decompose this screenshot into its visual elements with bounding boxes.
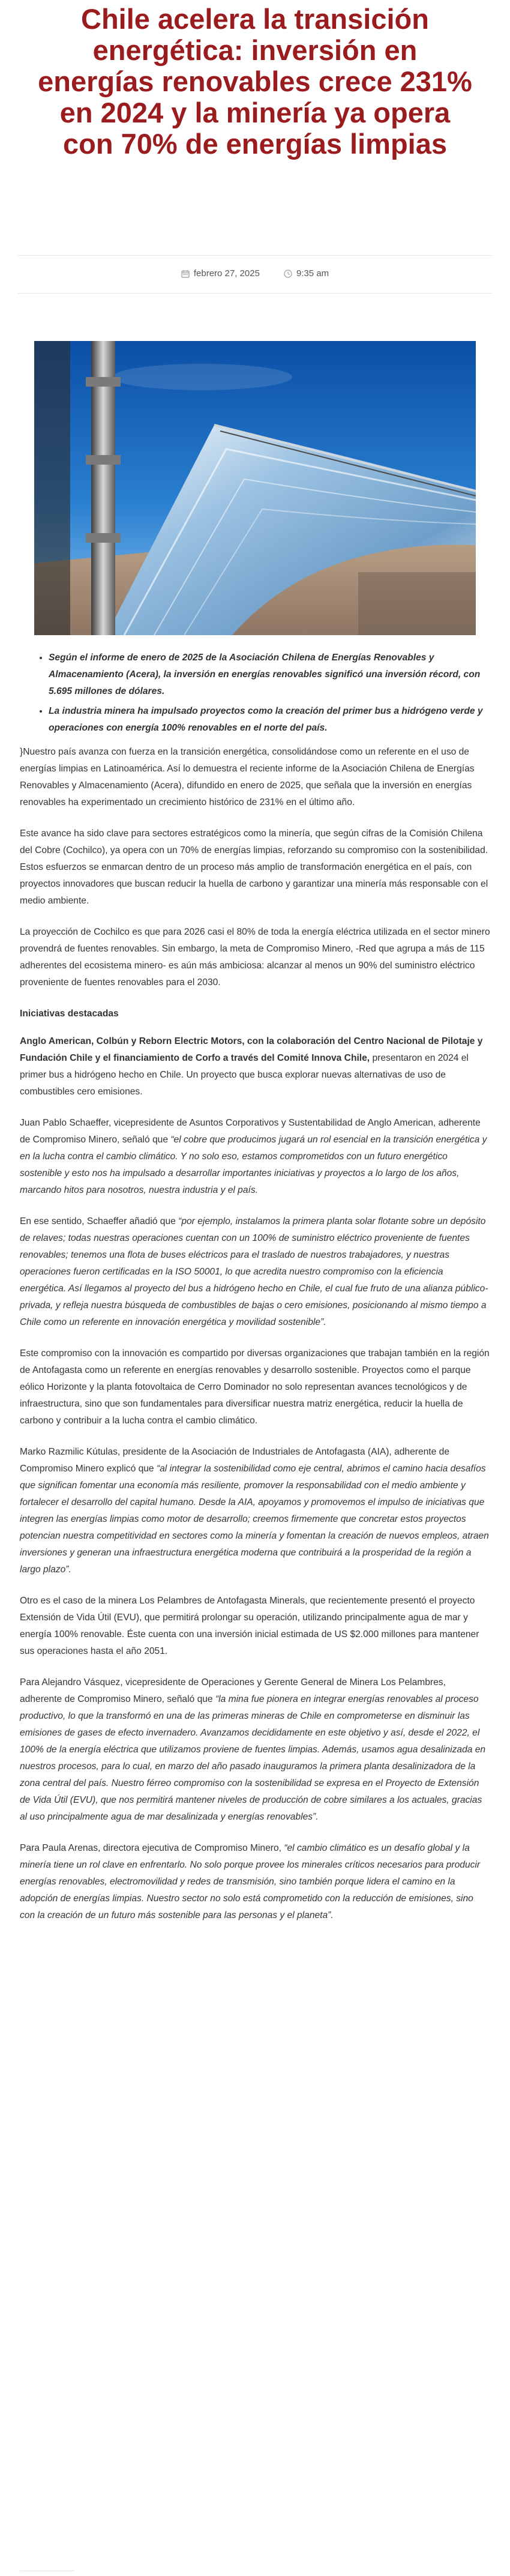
summary-bullet: • Según el informe de enero de 2025 de la Asociación Chilena de Energías Renovables y Almacenamiento (Acera), la inversión en energías renovables significó una inversión récord, con 5.695 millones de dólares. [49,650,490,700]
paragraph-hydrogen-bus [20,1033,490,1100]
paragraph-projection: La proyección de Cochilco es que para 2026 casi el 80% de toda la energía eléctrica utilizada en el sector minero provendrá de fuentes renovables. Sin embargo, la meta de Compromiso Minero, -Red que agrupa a más de 115 adherentes del ecosistema minero- es aún más ambiciosa: alcanzar al menos un 90% del suministro eléctrico proveniente de fuentes renovables para el 2030. [20,927,490,988]
quote-text: “el cambio climático es un desafío global y la minería tiene un rol clave en enfrentarlo. No solo porque provee los minerales críticos necesarios para producir energías renovables, electromovilidad y redes de transmisión, sino también porque lidera el camino en la adopción de energías limpias. Nuestro sector no solo está comprometido con la reducción de emisiones, sino con la creación de un futuro más sostenible para las personas y el planeta”. [20,1843,481,1920]
quote-text: “por ejemplo, instalamos la primera planta solar flotante sobre un depósito de relaves; todas nuestras operaciones cuentan con un 100% de suministro eléctrico proveniente de fuentes renovables; tenemos una flota de buses eléctricos para el traslado de nuestros trabajadores, y nuestras operaciones fueron certificadas en la ISO 50001, lo que acredita nuestro compromiso con la eficiencia energética. Así llegamos al proyecto del bus a hidrógeno hecho en Chile, el cual fue fruto de una alianza público-privada, y refleja nuestra búsqueda de combustibles de bajas o cero emisiones, posicionando al mismo tiempo a Chile como un referente en innovación energética y movilidad sostenible”. [20,1216,488,1327]
text-segment: Juan Pablo Schaeffer, vicepresidente de Asuntos Corporativos y Sustentabilidad de Anglo American, adherente de Compromiso Minero, señaló que [20,1118,481,1145]
paragraph-pelambres: Otro es el caso de la minera Los Pelambres de Antofagasta Minerals, que recientemente presentó el proyecto Extensión de Vida Útil (EVU), que permitirá prolongar su operación, utilizando principalmente agua de mar y energía 100% renovable. Éste cuenta con una inversión inicial estimada de US $2.000 millones para mantener sus operaciones hasta el año 2051. [20,1596,479,1656]
paragraph-schaeffer-quote-2 [20,1213,490,1331]
paragraph-antofagasta: Este compromiso con la innovación es compartido por diversas organizaciones que trabajan también en la región de Antofagasta como un referente en energías renovables y desarrollo sostenible. Proyectos como el parque eólico Horizonte y la planta fotovoltaica de Cerro Dominador no solo representan avances tecnológicos y de infraestructura, sino que son fundamentales para diversificar nuestra matriz energética, reducir la huella de carbono y contribuir a la lucha contra el cambio climático. [20,1348,490,1426]
quote-text: “al integrar la sostenibilidad como eje central, abrimos el camino hacia desafíos que significan fomentar una economía más resiliente, promover la responsabilidad con el medio ambiente y fortalecer el desarrollo del capital humano. Desde la AIA, apoyamos y promovemos el impulso de iniciativas que integren las energías limpias como motor de desarrollo; creemos firmemente que concretar estos proyectos potencian nuestra competitividad en sectores como la minería y fomentan la creación de nuevos empleos, atraen inversiones y generan una infraestructura energética moderna que contribuirá a la prosperidad de la región a largo plazo”. [20,1464,489,1575]
text-segment: Marko Razmilic Kútulas, presidente de la Asociación de Industriales de Antofagasta (AIA), adherente de Compromiso Minero explicó que [20,1447,449,1474]
article-body [20,650,490,1938]
paragraph-razmilic-quote [20,1444,490,1578]
time-text: 9:35 am [296,268,329,279]
calendar-icon [181,270,190,278]
text-segment: Para Paula Arenas, directora ejecutiva de Compromiso Minero, [20,1843,284,1853]
quote-text: “el cobre que producimos jugará un rol esencial en la transición energética y en la lucha contra el cambio climático. Y no solo eso, estamos comprometidos con un futuro energético sostenible y esto nos ha impulsado a desarrollar importantes iniciativas y proyectos a lo largo de los años, marcando hitos para nosotros, nuestra industria y el país. [20,1135,487,1195]
text-segment: En ese sentido, Schaeffer añadió que [20,1216,179,1226]
meta-bottom-divider [18,293,492,294]
hero-image-solar-plant [34,341,476,635]
paragraph-intro: }Nuestro país avanza con fuerza en la transición energética, consolidándose como un referente en el uso de energías limpias en Latinoamérica. Así lo demuestra el reciente informe de la Asociación Chilena de Energías Renovables y Almacenamiento (Acera), difundido en enero de 2025, que señala que la inversión en energías renovables ha experimentado un crecimiento histórico de 231% en el último año. [20,747,475,807]
article-time [284,268,329,280]
meta-top-divider [18,255,492,256]
text-segment: presentaron en 2024 el primer bus a hidrógeno hecho en Chile. Un proyecto que busca explorar nuevas alternativas de uso de combustibles cero emisiones. [20,1053,469,1097]
summary-bullets [20,650,490,737]
clock-icon [284,270,292,278]
quote-text: “la mina fue pionera en integrar energías renovables al proceso productivo, lo que la transformó en una de las primeras mineras de Chile en comprometerse en disminuir las emisiones de gases de efecto invernadero. Avanzamos decididamente en este objetivo y así, desde el 2022, el 100% de la energía eléctrica que utilizamos proviene de fuentes limpias. Además, usamos agua desalinizada en nuestros procesos, para lo cual, en marzo del año pasado inauguramos la primera planta desalinizadora de la zona central del país. Nuestro férreo compromiso con la sostenibilidad se expresa en el Proyecto de Extensión de Vida Útil (EVU), que nos permitirá mantener niveles de producción de cobre similares a los actuales, gracias al uso principalmente agua de mar desalinizada y energías renovables”. [20,1694,486,1822]
article-date [181,268,260,280]
solar-plant-photo [34,341,476,635]
article-meta [0,268,510,280]
text-segment: Para Alejandro Vásquez, vicepresidente de Operaciones y Gerente General de Minera Los Pelambres, adherente de Compromiso Minero, señaló que [20,1677,446,1704]
paragraph-arenas-quote [20,1840,490,1924]
paragraph-vasquez-quote [20,1674,490,1826]
subheading-iniciativas: Iniciativas destacadas [20,1009,119,1019]
bold-lead: Anglo American, Colbún y Reborn Electric Motors, con la colaboración del Centro Nacional de Pilotaje y Fundación Chile y el financiamiento de Corfo a través del Comité Innova Chile, [20,1036,483,1063]
paragraph-mining: Este avance ha sido clave para sectores estratégicos como la minería, que según cifras de la Comisión Chilena del Cobre (Cochilco), ya opera con un 70% de energías limpias, reforzando su compromiso con la sostenibilidad. Estos esfuerzos se enmarcan dentro de un proceso más amplio de transformación energética en el país, con proyectos innovadores que buscan reducir la huella de carbono y garantizar una minería más responsable con el medio ambiente. [20,828,488,906]
paragraph-schaeffer-quote [20,1115,490,1199]
article-title: Chile acelera la transición energética: inversión en energías renovables crece 231% en 2024 y la minería ya opera con 70% de energías limpias [38,3,472,160]
summary-bullet: • La industria minera ha impulsado proyectos como la creación del primer bus a hidrógeno verde y operaciones con energía 100% renovables en el norte del país. [49,703,490,737]
date-text: febrero 27, 2025 [193,268,260,279]
